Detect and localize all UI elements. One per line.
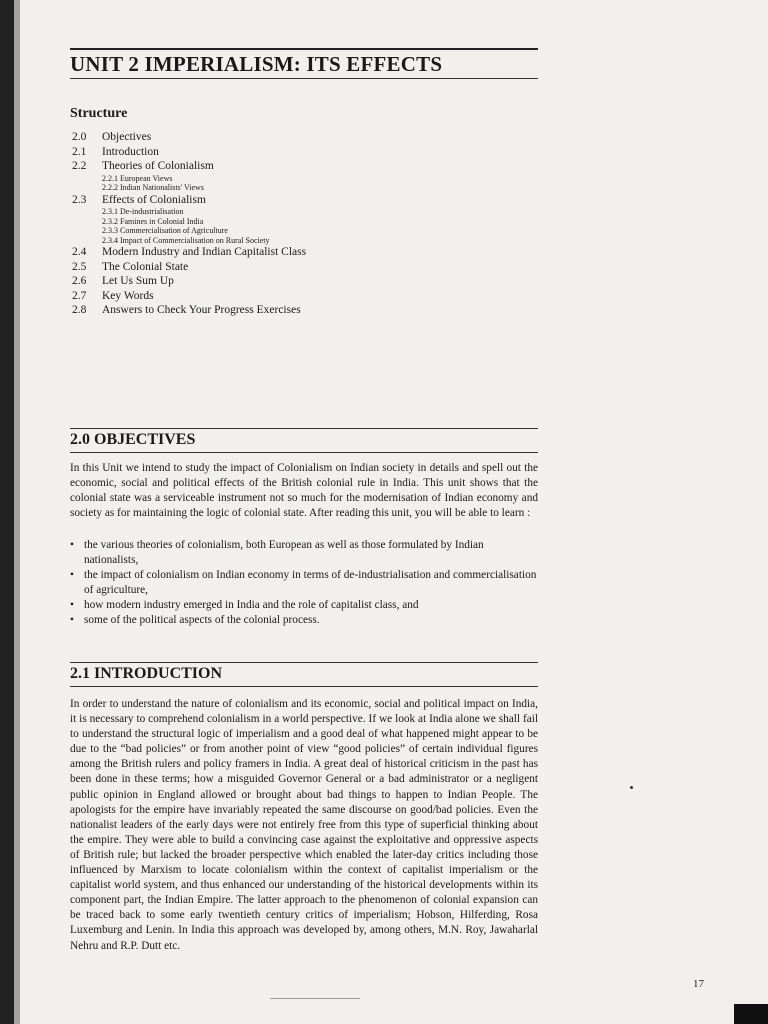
objective-bullet [70, 538, 538, 568]
toc-item [72, 260, 532, 275]
toc-item-number: 2.6 [72, 275, 87, 287]
book-binding-edge [0, 0, 14, 1024]
toc-item [72, 303, 532, 318]
objective-bullet-text: how modern industry emerged in India and the role of capitalist class, and [84, 599, 419, 612]
toc-subitem: 2.3.4 Impact of Commercialisation on Rural Society [102, 235, 270, 245]
toc-subitem: 2.2.2 Indian Nationalists' Views [102, 183, 204, 192]
introduction-text: In order to understand the nature of colonialism and its economic, social and political impact on India, it is necessary to comprehend colonialism in a world perspective. If we look at India alone we shall fail to understand the structural logic of imperialism and a good deal of what happened might appear to be due to the “bad policies” or from another point of view “good policies” of certain individual figures among the British rulers and policy framers in India. A great deal of historical criticism in the past has been done in these terms; how a misguided Governor General or a bad administrator or a negligent public opinion in England allowed or brought about bad things to happen to Indian People. The apologists for the empire have invariably repeated the same discourse on good/bad policies. Even the nationalist leaders of the early days were not entirely free from this type of superficial thinking about the empire. They were able to build a convincing case against the exploitative and oppressive aspects of British rule; but lacked the broader perspective which enabled the later-day critics including those influenced by Marxism to locate colonialism within the context of capitalist imperialism or the capitalist world system, and thus enhanced our understanding of the historical developments within its component part, the Indian Empire. The latter approach to the phenomenon of colonial expansion can be traced back to some early twentieth century critics of imperialism; Hobson, Hilferding, Rosa Luxemburg and Lenin. In India this approach was developed by, among others, M.N. Roy, Jawaharlal Nehru and R.P. Dutt etc. [70, 698, 538, 952]
toc-item-number: 2.0 [72, 131, 87, 143]
toc-item-label: Introduction [102, 145, 159, 158]
toc-item-label: Effects of Colonialism [102, 193, 206, 206]
objectives-list [70, 538, 538, 629]
toc-item-label: The Colonial State [102, 260, 189, 273]
objectives-heading: 2.0 OBJECTIVES [70, 431, 196, 448]
footer-dash [270, 998, 360, 999]
toc-item [72, 130, 532, 145]
toc-item-label: Modern Industry and Indian Capitalist Class [102, 246, 307, 258]
objective-bullet-text: the various theories of colonialism, both European as well as those formulated by Indian nationalists, [84, 539, 484, 567]
introduction-top-rule [70, 662, 538, 663]
toc-subitem: 2.3.2 Famines in Colonial India [102, 216, 204, 226]
bullet-dot-icon: • [70, 614, 74, 627]
corner-mark [734, 1004, 768, 1024]
toc-item-number: 2.7 [72, 289, 87, 302]
objective-bullet [70, 613, 538, 628]
table-of-contents [72, 130, 532, 318]
page-number: 17 [693, 978, 704, 990]
toc-item-label: Key Words [102, 289, 154, 302]
toc-item [72, 145, 532, 160]
toc-item-label: Theories of Colonialism [102, 160, 214, 172]
structure-heading: Structure [70, 106, 128, 121]
toc-subitem: 2.3.3 Commercialisation of Agriculture [102, 226, 228, 235]
bullet-dot-icon: • [70, 539, 74, 551]
toc-subitem: 2.2.1 European Views [102, 173, 173, 183]
objective-bullet-text: some of the political aspects of the colonial process. [84, 614, 320, 627]
introduction-heading: 2.1 INTRODUCTION [70, 665, 223, 682]
title-bottom-rule [70, 78, 538, 79]
toc-item-label: Answers to Check Your Progress Exercises [102, 304, 301, 316]
toc-item [72, 159, 532, 174]
objective-bullet [70, 598, 538, 613]
objective-bullet [70, 568, 538, 598]
objectives-top-rule [70, 428, 538, 429]
toc-item-label: Objectives [102, 131, 152, 143]
unit-title: UNIT 2 IMPERIALISM: ITS EFFECTS [70, 52, 443, 76]
toc-item [72, 274, 532, 289]
toc-item-label: Let Us Sum Up [102, 275, 174, 287]
bullet-dot-icon: • [70, 569, 74, 582]
toc-item [72, 193, 532, 208]
toc-item-number: 2.4 [72, 246, 87, 258]
introduction-bottom-rule [70, 686, 538, 687]
title-top-rule [70, 48, 538, 50]
binding-shadow [14, 0, 20, 1024]
toc-item-number: 2.3 [72, 193, 87, 206]
toc-subitem: 2.3.1 De-industrialisation [102, 207, 184, 216]
scan-speck [630, 786, 633, 789]
toc-item [72, 289, 532, 304]
toc-item-number: 2.2 [72, 160, 87, 172]
objectives-intro: In this Unit we intend to study the impact of Colonialism on Indian society in details and spell out the economic, social and political effects of the British colonial rule in India. This unit shows that the colonial state was a serviceable instrument not so much for the modernisation of Indian economy and society as for maintaining the logic of colonial state. After reading this unit, you will be able to learn : [70, 462, 538, 520]
bullet-dot-icon: • [70, 599, 74, 612]
toc-item-number: 2.8 [72, 304, 87, 316]
objectives-bottom-rule [70, 452, 538, 453]
objective-bullet-text: the impact of colonialism on Indian economy in terms of de-industrialisation and commercialisation of agriculture, [84, 569, 537, 597]
toc-item [72, 245, 532, 260]
toc-item-number: 2.1 [72, 145, 87, 158]
toc-item-number: 2.5 [72, 260, 87, 273]
